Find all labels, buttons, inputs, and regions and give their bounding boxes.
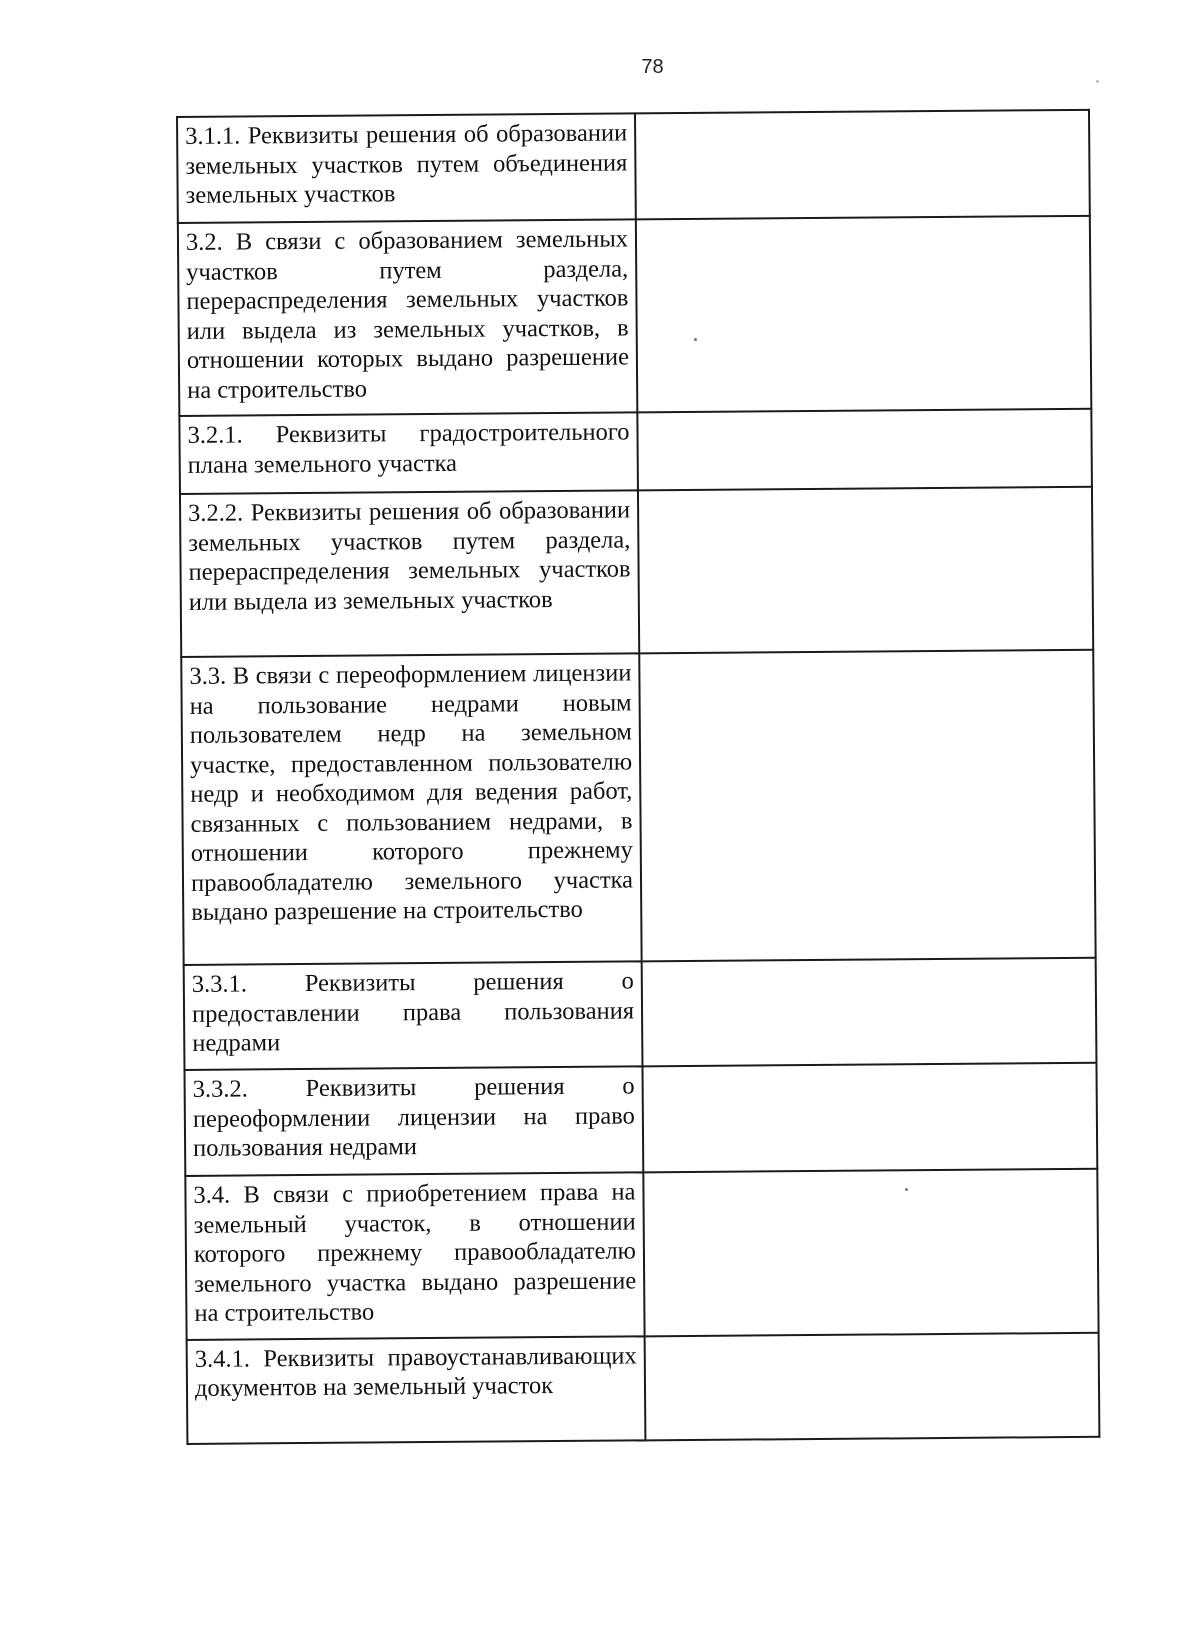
row-value-cell [639,650,1095,962]
table-row [178,216,1091,416]
row-label-cell [180,490,639,657]
row-label-cell [184,1066,643,1176]
row-label: 3.3. В связи с переоформлением лицензии на пользование недрами новым пользователем недр на земельном участке, предоставленном пользователю недр и необходимом для ведения работ, связанных с пользованием недрами, в отношении которого прежнему правообладателю земельного участка выдано разрешение на строительство [189,659,634,926]
table-row [187,1332,1100,1443]
table-row [185,1169,1098,1340]
row-label: 3.2.1. Реквизиты градостроительного плана земельного участка [187,418,630,479]
row-value [651,1068,1089,1071]
row-value [653,1337,1091,1340]
row-value-cell [645,1332,1100,1440]
row-label: 3.2.2. Реквизиты решения об образовании земельных участков путем раздела, перераспределения земельных участков или выдела из земельных участков [188,496,631,616]
row-value-cell [638,487,1093,654]
row-label-cell [178,219,638,416]
scan-speck [1096,80,1099,83]
row-value-cell [636,216,1092,413]
row-label-cell [177,113,636,223]
row-label-cell [181,653,641,965]
row-value-cell [635,110,1090,220]
table-row [181,650,1095,965]
form-table [176,109,1100,1445]
row-value [647,655,1085,658]
row-value-cell [642,1063,1097,1173]
row-label: 3.2. В связи с образованием земельных участков путем раздела, перераспределения земельных участков или выдела из земельных участков, в отношении которых выдано разрешение на строительство [185,225,630,404]
row-value-cell [637,409,1092,491]
scan-speck [905,1188,908,1191]
row-value-cell [643,1169,1098,1336]
row-label: 3.4.1. Реквизиты правоустанавливающих документов на земельный участок [194,1341,637,1402]
table-row [180,487,1093,657]
row-label-cell [187,1336,646,1444]
table-row [184,1063,1097,1176]
row-label-cell [185,1172,644,1339]
row-value-cell [642,958,1097,1067]
table-row [184,958,1097,1070]
scan-speck [694,338,697,341]
page-number: 78 [641,56,664,78]
row-label-cell [179,412,638,494]
row-label: 3.3.1. Реквизиты решения о предоставлении права пользования недрами [191,967,635,1057]
table-row [177,110,1090,223]
row-label: 3.4. В связи с приобретением права на земельный участок, в отношении которого прежнему правообладателю земельного участка выдано разрешение на строительство [193,1178,637,1327]
row-value [644,221,1082,224]
row-value [645,414,1083,417]
row-value [651,1174,1089,1177]
table-row [179,409,1092,494]
row-label: 3.3.2. Реквизиты решения о переоформлении лицензии на право пользования недрами [192,1072,635,1162]
row-value [650,963,1088,966]
row-label-cell [184,961,643,1070]
row-value [643,115,1081,118]
row-label: 3.1.1. Реквизиты решения об образовании земельных участков путем объединения земельных участков [185,119,628,209]
row-value [646,492,1084,495]
